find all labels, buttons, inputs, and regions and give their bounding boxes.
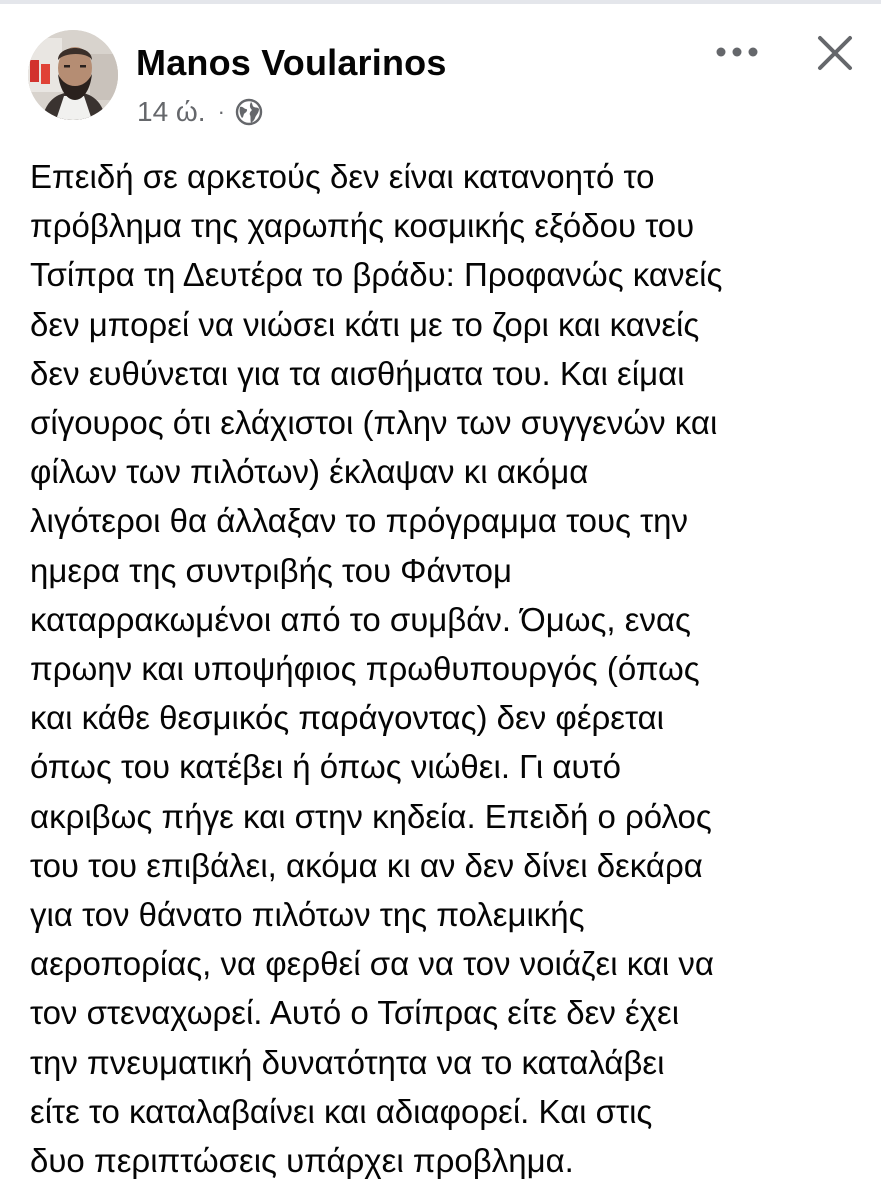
post-text-line: τον στεναχωρεί. Αυτό ο Τσίπρας είτε δεν έχει — [30, 994, 680, 1032]
post-text-line: όπως του κατέβει ή όπως νιώθει. Γι αυτό — [30, 748, 621, 786]
close-button[interactable] — [812, 30, 858, 76]
more-options-button[interactable] — [712, 32, 762, 72]
post-text-line: δεν μπορεί να νιώσει κάτι με το ζορι και κανείς — [30, 305, 700, 343]
post-meta — [137, 94, 263, 130]
post-text-line: και κάθε θεσμικός παράγοντας) δεν φέρεται — [30, 699, 664, 737]
post-text-line: ημερα της συντριβής του Φάντομ — [30, 551, 512, 589]
author-name[interactable]: Manos Voularinos — [136, 42, 447, 83]
post-text-line: ακριβως πήγε και στην κηδεία. Επειδή ο ρόλος — [30, 797, 712, 835]
meta-separator: · — [217, 99, 225, 124]
more-horizontal-icon — [712, 32, 762, 72]
avatar[interactable] — [28, 30, 118, 120]
post-text-line: λιγότεροι θα άλλαξαν το πρόγραμμα τους την — [30, 502, 689, 540]
post-text-line: για τον θάνατο πιλότων της πολεμικής — [30, 896, 585, 934]
post-text-line: σίγουρος ότι ελάχιστοι (πλην των συγγενών και — [30, 404, 718, 442]
post-text-line: πρωην και υποψήφιος πρωθυπουργός (όπως — [30, 650, 700, 688]
post-text-line: Τσίπρα τη Δευτέρα το βράδυ: Προφανώς κανείς — [30, 256, 723, 294]
post-text-line: φίλων των πιλότων) έκλαψαν κι ακόμα — [30, 453, 589, 491]
post-text-line: αεροπορίας, να φερθεί σα να τον νοιάζει και να — [30, 945, 714, 983]
post-text-line: δεν ευθύνεται για τα αισθήματα του. Και είμαι — [30, 354, 685, 392]
privacy-indicator[interactable] — [235, 98, 263, 126]
post-header — [0, 0, 881, 140]
post-text-line: πρόβλημα της χαρωπής κοσμικής εξόδου του — [30, 207, 695, 245]
post-text — [30, 152, 860, 1185]
avatar-photo — [28, 30, 118, 120]
post-timestamp[interactable]: 14 ώ. — [137, 96, 206, 127]
post-text-line: Επειδή σε αρκετούς δεν είναι κατανοητό το — [30, 158, 655, 195]
post-text-line: δυο περιπτώσεις υπάρχει προβλημα. — [30, 1142, 574, 1180]
post-text-line: είτε το καταλαβαίνει και αδιαφορεί. Και στις — [30, 1092, 653, 1130]
globe-icon — [235, 98, 263, 126]
close-icon — [812, 30, 858, 76]
post-text-line: καταρρακωμένοι από το συμβάν. Όμως, ενας — [30, 600, 691, 638]
post-text-line: την πνευματική δυνατότητα να το καταλάβει — [30, 1043, 665, 1081]
post-text-line: του του επιβάλει, ακόμα κι αν δεν δίνει δεκάρα — [30, 846, 703, 884]
